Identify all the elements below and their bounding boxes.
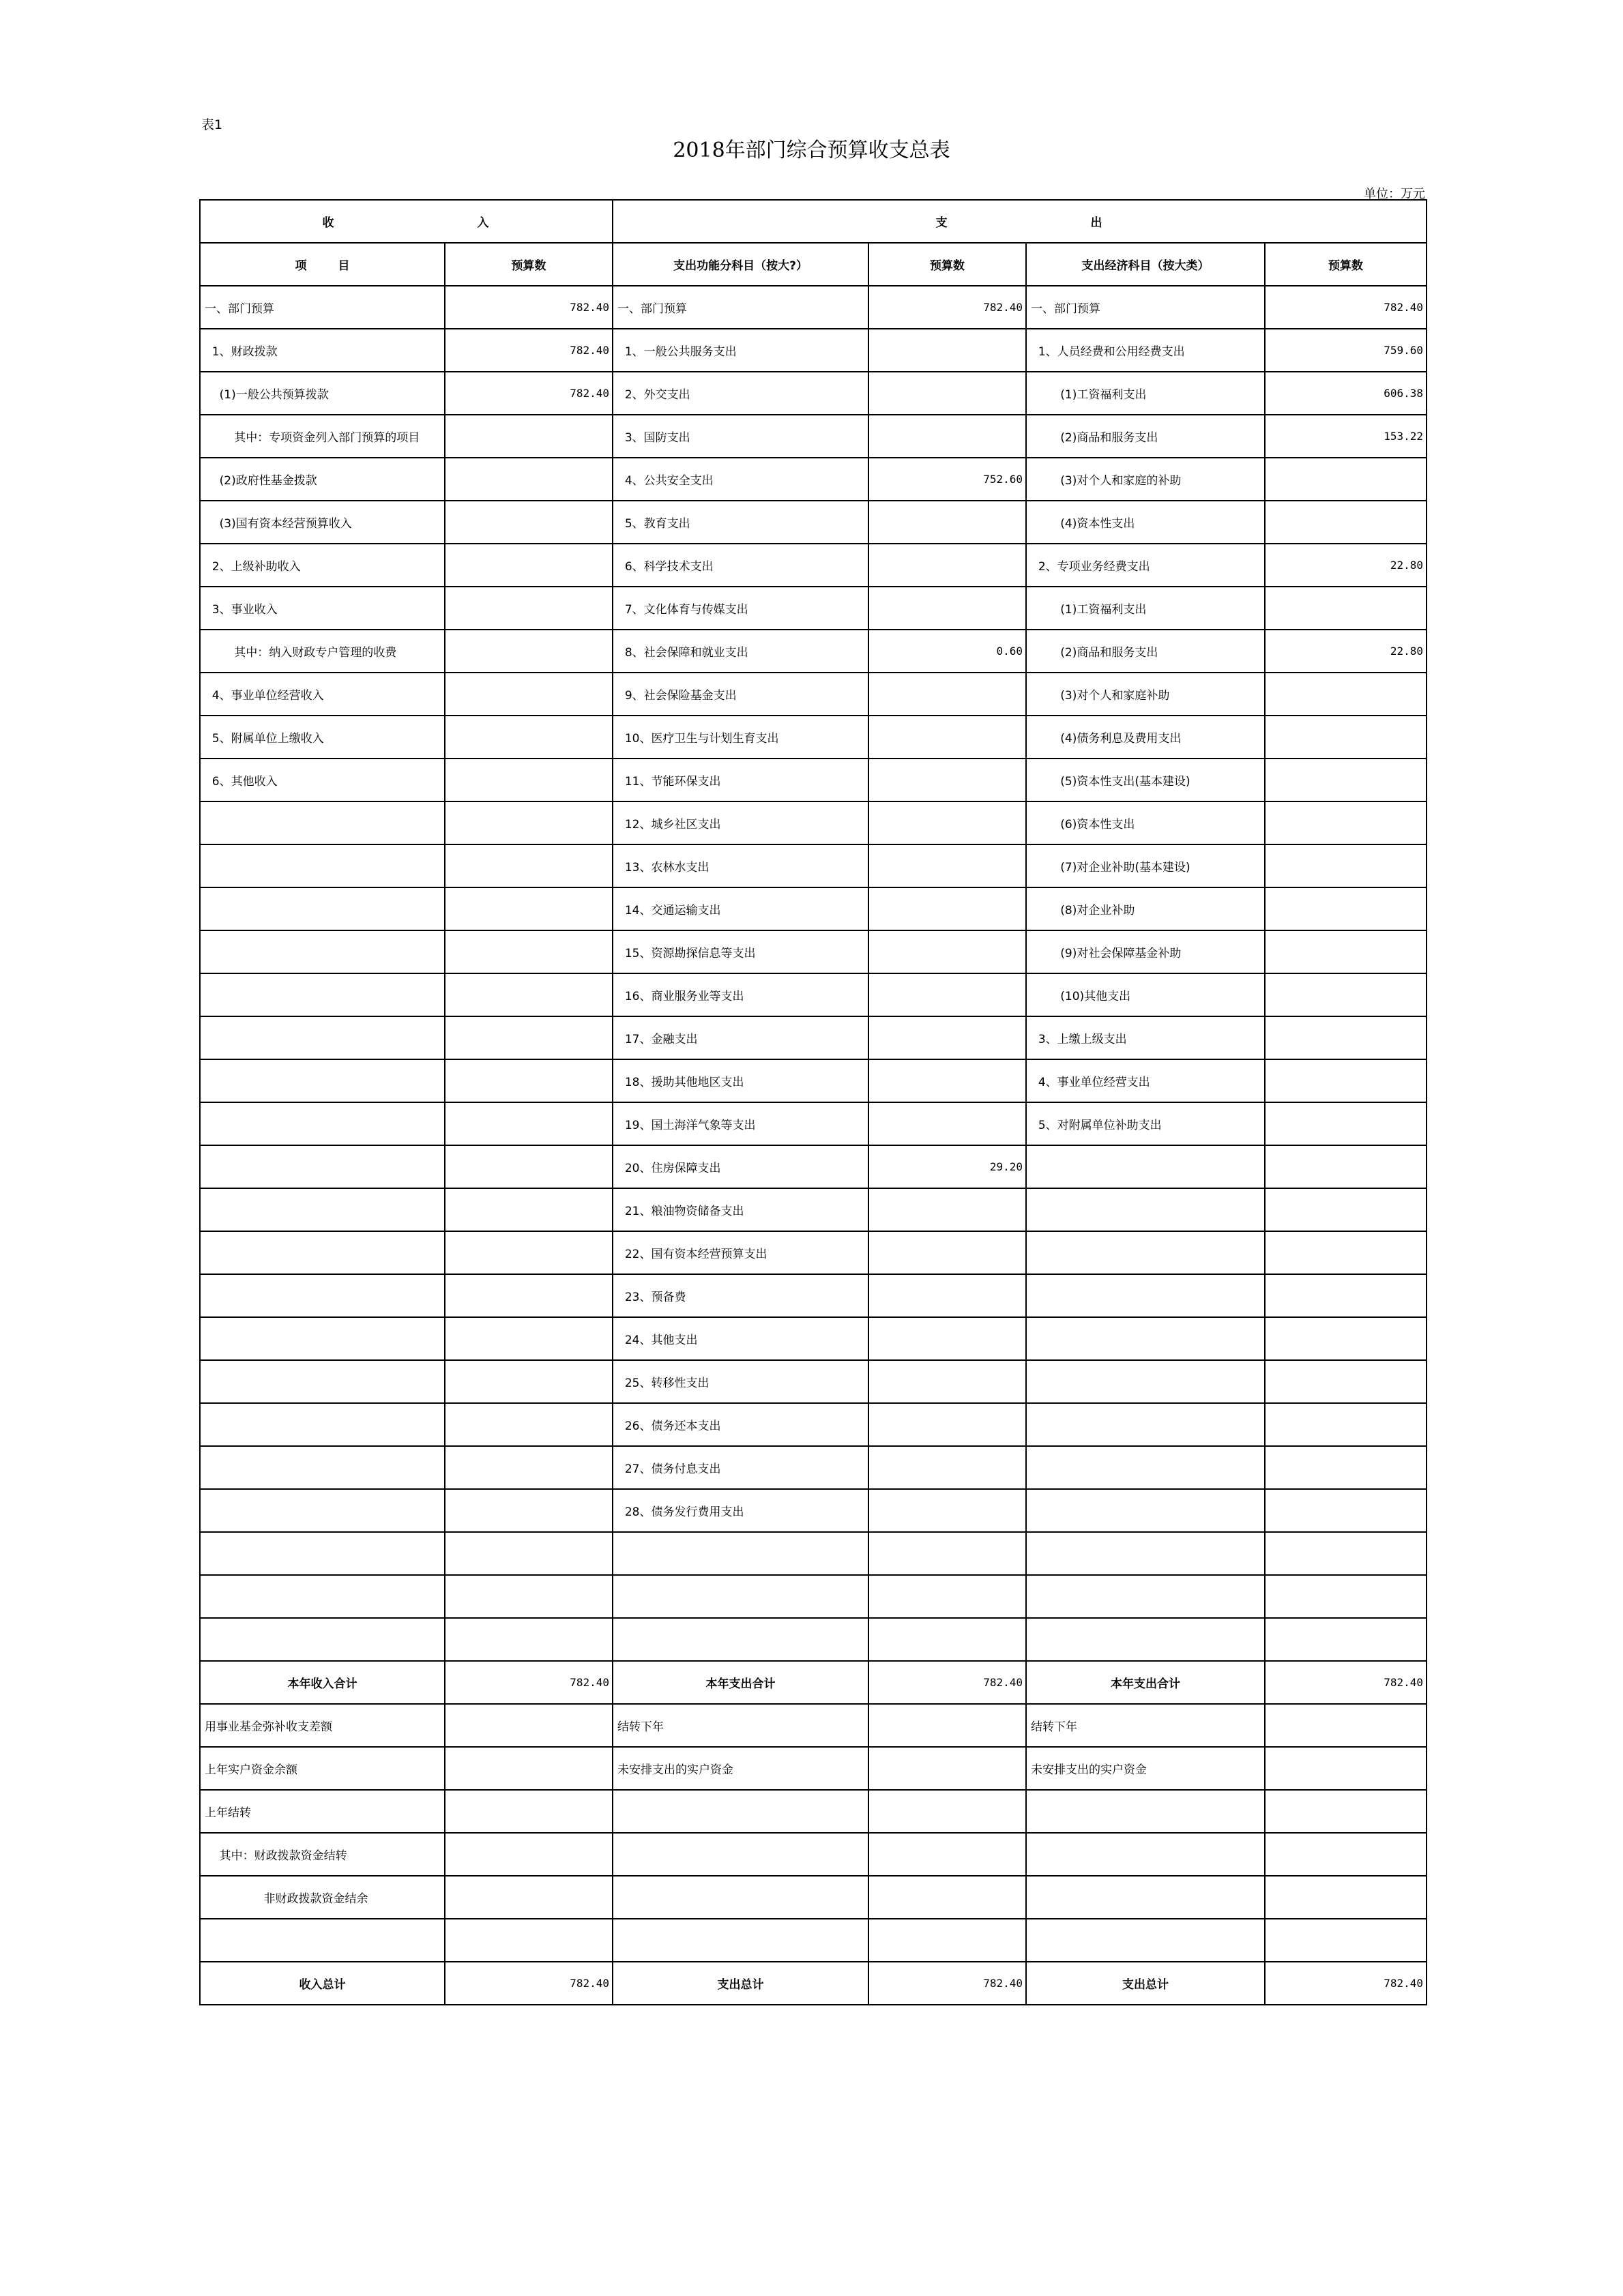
table-id: 表1	[201, 117, 223, 132]
item-label-cell: (1)工资福利支出	[1026, 372, 1265, 415]
budget-value-cell	[1265, 1618, 1427, 1661]
budget-value-cell	[445, 1532, 613, 1575]
table-row	[200, 1317, 1427, 1360]
table-row	[200, 501, 1427, 544]
budget-value-cell	[445, 887, 613, 930]
budget-value-cell	[868, 1446, 1026, 1489]
item-label-cell: 16、商业服务业等支出	[613, 973, 868, 1016]
income-header: 收 入	[200, 200, 613, 243]
budget-value-cell: 22.80	[1265, 544, 1427, 587]
item-label-cell: 1、财政拨款	[200, 329, 445, 372]
item-label-cell: (2)政府性基金拨款	[200, 458, 445, 501]
budget-value-cell: 752.60	[868, 458, 1026, 501]
budget-value-cell	[445, 759, 613, 801]
budget-value-cell	[1265, 930, 1427, 973]
item-label-cell	[200, 1618, 445, 1661]
item-label-cell	[613, 1618, 868, 1661]
item-label-cell: 6、科学技术支出	[613, 544, 868, 587]
budget-value-cell: 0.60	[868, 630, 1026, 673]
item-label-cell	[1026, 1919, 1265, 1962]
budget-value-cell	[868, 329, 1026, 372]
budget-value-cell: 782.40	[445, 372, 613, 415]
budget-value-cell	[445, 544, 613, 587]
budget-value-cell	[445, 844, 613, 887]
item-label-cell	[613, 1876, 868, 1919]
budget-value-cell	[868, 716, 1026, 759]
table-row	[200, 1016, 1427, 1059]
item-label-cell: 未安排支出的实户资金	[613, 1747, 868, 1790]
item-label-cell: 27、债务付息支出	[613, 1446, 868, 1489]
table-row	[200, 587, 1427, 630]
item-label-cell: 本年支出合计	[1026, 1661, 1265, 1704]
budget-value-cell	[868, 1274, 1026, 1317]
budget-value-cell	[1265, 759, 1427, 801]
item-label-cell	[200, 1274, 445, 1317]
budget-value-cell	[868, 801, 1026, 844]
item-label-cell	[200, 1188, 445, 1231]
item-label-cell: 5、对附属单位补助支出	[1026, 1102, 1265, 1145]
table-row	[200, 372, 1427, 415]
item-label-cell	[200, 1575, 445, 1618]
budget-value-cell: 782.40	[1265, 286, 1427, 329]
budget-value-cell	[445, 1618, 613, 1661]
budget-value-cell	[868, 1575, 1026, 1618]
item-label-cell: 10、医疗卫生与计划生育支出	[613, 716, 868, 759]
budget-value-cell	[868, 1790, 1026, 1833]
table-row	[200, 1618, 1427, 1661]
budget-value-cell: 782.40	[445, 286, 613, 329]
col-econ-header: 支出经济科目（按大类）	[1026, 243, 1265, 286]
item-label-cell: 2、上级补助收入	[200, 544, 445, 587]
item-label-cell	[200, 801, 445, 844]
item-label-cell: 用事业基金弥补收支差额	[200, 1704, 445, 1747]
item-label-cell: (4)资本性支出	[1026, 501, 1265, 544]
item-label-cell: 上年结转	[200, 1790, 445, 1833]
item-label-cell: 13、农林水支出	[613, 844, 868, 887]
budget-value-cell	[868, 1188, 1026, 1231]
budget-value-cell	[445, 1747, 613, 1790]
budget-value-cell: 22.80	[1265, 630, 1427, 673]
budget-value-cell	[1265, 1317, 1427, 1360]
item-label-cell	[1026, 1231, 1265, 1274]
budget-value-cell	[868, 1747, 1026, 1790]
footer-row	[200, 1833, 1427, 1876]
footer-row	[200, 1876, 1427, 1919]
item-label-cell: 3、上缴上级支出	[1026, 1016, 1265, 1059]
budget-value-cell	[868, 759, 1026, 801]
item-label-cell	[1026, 1145, 1265, 1188]
budget-value-cell: 782.40	[1265, 1661, 1427, 1704]
budget-value-cell	[445, 1317, 613, 1360]
item-label-cell: 28、债务发行费用支出	[613, 1489, 868, 1532]
expense-header: 支 出	[613, 200, 1427, 243]
item-label-cell: 15、资源勘探信息等支出	[613, 930, 868, 973]
table-row	[200, 801, 1427, 844]
budget-value-cell	[1265, 887, 1427, 930]
item-label-cell: (5)资本性支出(基本建设)	[1026, 759, 1265, 801]
footer-row	[200, 1704, 1427, 1747]
table-row	[200, 1145, 1427, 1188]
item-label-cell	[200, 1016, 445, 1059]
item-label-cell	[1026, 1876, 1265, 1919]
budget-value-cell	[445, 716, 613, 759]
item-label-cell	[200, 1360, 445, 1403]
item-label-cell: 21、粮油物资储备支出	[613, 1188, 868, 1231]
budget-value-cell	[1265, 1446, 1427, 1489]
budget-value-cell	[868, 1317, 1026, 1360]
item-label-cell	[613, 1532, 868, 1575]
budget-value-cell	[1265, 973, 1427, 1016]
item-label-cell: 9、社会保险基金支出	[613, 673, 868, 716]
item-label-cell: 6、其他收入	[200, 759, 445, 801]
table-row	[200, 630, 1427, 673]
budget-value-cell	[445, 1102, 613, 1145]
item-label-cell	[1026, 1575, 1265, 1618]
item-label-cell: (3)对个人和家庭的补助	[1026, 458, 1265, 501]
budget-value-cell	[868, 844, 1026, 887]
budget-value-cell	[1265, 1704, 1427, 1747]
table-row	[200, 1059, 1427, 1102]
item-label-cell: (1)一般公共预算拨款	[200, 372, 445, 415]
item-label-cell: 1、人员经费和公用经费支出	[1026, 329, 1265, 372]
budget-value-cell: 782.40	[445, 1962, 613, 2005]
item-label-cell: (10)其他支出	[1026, 973, 1265, 1016]
budget-value-cell	[445, 1403, 613, 1446]
item-label-cell: (7)对企业补助(基本建设)	[1026, 844, 1265, 887]
budget-value-cell	[1265, 1403, 1427, 1446]
item-label-cell: 3、国防支出	[613, 415, 868, 458]
item-label-cell: 一、部门预算	[200, 286, 445, 329]
budget-value-cell	[1265, 1833, 1427, 1876]
col-budget-header: 预算数	[445, 243, 613, 286]
item-label-cell: (3)国有资本经营预算收入	[200, 501, 445, 544]
table-row	[200, 973, 1427, 1016]
budget-value-cell	[1265, 1747, 1427, 1790]
item-label-cell: 12、城乡社区支出	[613, 801, 868, 844]
item-label-cell: (9)对社会保障基金补助	[1026, 930, 1265, 973]
budget-value-cell: 782.40	[868, 1962, 1026, 2005]
item-label-cell	[200, 1317, 445, 1360]
budget-value-cell: 782.40	[445, 329, 613, 372]
item-label-cell: 2、专项业务经费支出	[1026, 544, 1265, 587]
item-label-cell	[200, 1489, 445, 1532]
table-row	[200, 1532, 1427, 1575]
item-label-cell: 本年收入合计	[200, 1661, 445, 1704]
budget-value-cell	[445, 801, 613, 844]
item-label-cell: 5、附属单位上缴收入	[200, 716, 445, 759]
table-row	[200, 1188, 1427, 1231]
budget-value-cell	[1265, 1919, 1427, 1962]
budget-value-cell	[1265, 1016, 1427, 1059]
budget-value-cell: 782.40	[445, 1661, 613, 1704]
budget-value-cell	[1265, 673, 1427, 716]
item-label-cell: 4、事业单位经营支出	[1026, 1059, 1265, 1102]
item-label-cell	[1026, 1446, 1265, 1489]
budget-value-cell	[1265, 716, 1427, 759]
col-func-header: 支出功能分科目（按大?）	[613, 243, 868, 286]
table-row	[200, 844, 1427, 887]
budget-value-cell	[445, 1274, 613, 1317]
budget-value-cell	[868, 1532, 1026, 1575]
item-label-cell	[200, 973, 445, 1016]
budget-value-cell	[868, 673, 1026, 716]
budget-value-cell	[445, 1919, 613, 1962]
budget-value-cell	[868, 1618, 1026, 1661]
budget-value-cell	[868, 587, 1026, 630]
year-total-row	[200, 1661, 1427, 1704]
table-row	[200, 673, 1427, 716]
item-label-cell: 20、住房保障支出	[613, 1145, 868, 1188]
item-label-cell: 8、社会保障和就业支出	[613, 630, 868, 673]
budget-value-cell	[1265, 458, 1427, 501]
item-label-cell	[200, 1446, 445, 1489]
item-label-cell: 1、一般公共服务支出	[613, 329, 868, 372]
budget-value-cell	[1265, 501, 1427, 544]
table-row	[200, 930, 1427, 973]
table-row	[200, 1360, 1427, 1403]
item-label-cell	[1026, 1274, 1265, 1317]
budget-value-cell	[868, 887, 1026, 930]
table-row	[200, 1231, 1427, 1274]
budget-value-cell	[1265, 1876, 1427, 1919]
budget-value-cell	[868, 1919, 1026, 1962]
budget-value-cell	[445, 1833, 613, 1876]
item-label-cell	[1026, 1489, 1265, 1532]
budget-value-cell	[868, 1403, 1026, 1446]
table-row	[200, 1403, 1427, 1446]
budget-value-cell: 29.20	[868, 1145, 1026, 1188]
item-label-cell: 收入总计	[200, 1962, 445, 2005]
budget-value-cell	[1265, 1145, 1427, 1188]
item-label-cell	[1026, 1188, 1265, 1231]
item-label-cell: 2、外交支出	[613, 372, 868, 415]
budget-value-cell	[868, 501, 1026, 544]
budget-value-cell	[445, 1231, 613, 1274]
item-label-cell: 14、交通运输支出	[613, 887, 868, 930]
budget-value-cell	[868, 1833, 1026, 1876]
budget-value-cell: 759.60	[1265, 329, 1427, 372]
budget-value-cell	[1265, 1188, 1427, 1231]
budget-value-cell	[868, 1016, 1026, 1059]
item-label-cell	[1026, 1403, 1265, 1446]
budget-value-cell	[1265, 1102, 1427, 1145]
budget-value-cell	[445, 973, 613, 1016]
budget-value-cell: 153.22	[1265, 415, 1427, 458]
table-row	[200, 329, 1427, 372]
budget-value-cell	[445, 587, 613, 630]
header-row-2	[200, 243, 1427, 286]
item-label-cell	[200, 887, 445, 930]
item-label-cell	[200, 1059, 445, 1102]
budget-value-cell	[445, 1016, 613, 1059]
item-label-cell: 26、债务还本支出	[613, 1403, 868, 1446]
table-row	[200, 415, 1427, 458]
budget-value-cell: 782.40	[868, 1661, 1026, 1704]
budget-value-cell	[445, 501, 613, 544]
item-label-cell: 4、事业单位经营收入	[200, 673, 445, 716]
budget-value-cell	[1265, 1532, 1427, 1575]
item-label-cell	[200, 1919, 445, 1962]
table-row	[200, 887, 1427, 930]
item-label-cell: (6)资本性支出	[1026, 801, 1265, 844]
item-label-cell: 7、文化体育与传媒支出	[613, 587, 868, 630]
item-label-cell	[1026, 1360, 1265, 1403]
budget-value-cell	[868, 1489, 1026, 1532]
item-label-cell: 结转下年	[613, 1704, 868, 1747]
item-label-cell: 上年实户资金余额	[200, 1747, 445, 1790]
budget-value-cell	[445, 1446, 613, 1489]
item-label-cell: (4)债务利息及费用支出	[1026, 716, 1265, 759]
item-label-cell: 支出总计	[613, 1962, 868, 2005]
item-label-cell: 19、国土海洋气象等支出	[613, 1102, 868, 1145]
page-title: 2018年部门综合预算收支总表	[673, 138, 950, 162]
budget-value-cell	[1265, 1274, 1427, 1317]
col-econ-budget-header: 预算数	[1265, 243, 1427, 286]
budget-value-cell	[868, 415, 1026, 458]
item-label-cell: 其中：财政拨款资金结转	[200, 1833, 445, 1876]
table-row	[200, 1575, 1427, 1618]
item-label-cell: 22、国有资本经营预算支出	[613, 1231, 868, 1274]
item-label-cell: 23、预备费	[613, 1274, 868, 1317]
item-label-cell: 非财政拨款资金结余	[200, 1876, 445, 1919]
budget-value-cell	[868, 1704, 1026, 1747]
budget-value-cell: 782.40	[868, 286, 1026, 329]
item-label-cell	[200, 1532, 445, 1575]
item-label-cell: 25、转移性支出	[613, 1360, 868, 1403]
item-label-cell: 5、教育支出	[613, 501, 868, 544]
footer-row	[200, 1747, 1427, 1790]
item-label-cell: 支出总计	[1026, 1962, 1265, 2005]
budget-table-body	[200, 200, 1427, 2005]
item-label-cell	[1026, 1317, 1265, 1360]
budget-value-cell	[1265, 1231, 1427, 1274]
item-label-cell: 一、部门预算	[1026, 286, 1265, 329]
budget-value-cell	[445, 673, 613, 716]
item-label-cell	[200, 1145, 445, 1188]
col-item-header: 项 目	[200, 243, 445, 286]
item-label-cell	[613, 1575, 868, 1618]
item-label-cell: 未安排支出的实户资金	[1026, 1747, 1265, 1790]
item-label-cell: 17、金融支出	[613, 1016, 868, 1059]
budget-value-cell	[445, 1188, 613, 1231]
item-label-cell	[1026, 1532, 1265, 1575]
budget-value-cell	[1265, 1059, 1427, 1102]
budget-value-cell	[445, 1704, 613, 1747]
budget-value-cell	[445, 1790, 613, 1833]
footer-row	[200, 1790, 1427, 1833]
budget-value-cell	[445, 630, 613, 673]
item-label-cell	[1026, 1833, 1265, 1876]
budget-value-cell	[445, 415, 613, 458]
item-label-cell	[613, 1790, 868, 1833]
table-row	[200, 1274, 1427, 1317]
item-label-cell: 其中：专项资金列入部门预算的项目	[200, 415, 445, 458]
budget-table	[199, 199, 1427, 2005]
item-label-cell	[1026, 1618, 1265, 1661]
budget-value-cell	[868, 1876, 1026, 1919]
item-label-cell: (2)商品和服务支出	[1026, 415, 1265, 458]
item-label-cell	[200, 1102, 445, 1145]
item-label-cell	[200, 930, 445, 973]
budget-value-cell	[445, 1360, 613, 1403]
item-label-cell: 18、援助其他地区支出	[613, 1059, 868, 1102]
table-row	[200, 759, 1427, 801]
item-label-cell	[1026, 1790, 1265, 1833]
budget-value-cell	[1265, 801, 1427, 844]
budget-value-cell	[1265, 844, 1427, 887]
budget-value-cell	[1265, 587, 1427, 630]
item-label-cell	[200, 1403, 445, 1446]
budget-value-cell	[1265, 1575, 1427, 1618]
budget-value-cell: 606.38	[1265, 372, 1427, 415]
footer-row	[200, 1919, 1427, 1962]
unit-label: 单位：万元	[1364, 187, 1425, 201]
budget-value-cell	[445, 1575, 613, 1618]
budget-value-cell	[868, 1360, 1026, 1403]
item-label-cell: 本年支出合计	[613, 1661, 868, 1704]
item-label-cell: 3、事业收入	[200, 587, 445, 630]
budget-value-cell	[445, 1876, 613, 1919]
budget-value-cell	[868, 930, 1026, 973]
budget-value-cell	[868, 1102, 1026, 1145]
budget-value-cell	[445, 1059, 613, 1102]
budget-value-cell	[445, 930, 613, 973]
table-row	[200, 1489, 1427, 1532]
item-label-cell: 一、部门预算	[613, 286, 868, 329]
item-label-cell: 11、节能环保支出	[613, 759, 868, 801]
budget-value-cell	[445, 1489, 613, 1532]
budget-value-cell	[1265, 1360, 1427, 1403]
table-row	[200, 458, 1427, 501]
item-label-cell: 24、其他支出	[613, 1317, 868, 1360]
budget-value-cell: 782.40	[1265, 1962, 1427, 2005]
item-label-cell	[200, 844, 445, 887]
budget-value-cell	[868, 973, 1026, 1016]
budget-value-cell	[868, 1059, 1026, 1102]
budget-value-cell	[445, 1145, 613, 1188]
budget-value-cell	[445, 458, 613, 501]
table-row	[200, 716, 1427, 759]
item-label-cell: (3)对个人和家庭补助	[1026, 673, 1265, 716]
budget-value-cell	[1265, 1489, 1427, 1532]
item-label-cell: 结转下年	[1026, 1704, 1265, 1747]
header-row-1	[200, 200, 1427, 243]
table-row	[200, 1102, 1427, 1145]
budget-value-cell	[1265, 1790, 1427, 1833]
item-label-cell: 其中：纳入财政专户管理的收费	[200, 630, 445, 673]
budget-value-cell	[868, 372, 1026, 415]
item-label-cell	[200, 1231, 445, 1274]
table-row	[200, 544, 1427, 587]
grand-total-row	[200, 1962, 1427, 2005]
table-row	[200, 1446, 1427, 1489]
budget-value-cell	[868, 544, 1026, 587]
budget-value-cell	[868, 1231, 1026, 1274]
item-label-cell	[613, 1833, 868, 1876]
table-row	[200, 286, 1427, 329]
item-label-cell	[613, 1919, 868, 1962]
item-label-cell: 4、公共安全支出	[613, 458, 868, 501]
item-label-cell: (1)工资福利支出	[1026, 587, 1265, 630]
item-label-cell: (8)对企业补助	[1026, 887, 1265, 930]
item-label-cell: (2)商品和服务支出	[1026, 630, 1265, 673]
col-func-budget-header: 预算数	[868, 243, 1026, 286]
